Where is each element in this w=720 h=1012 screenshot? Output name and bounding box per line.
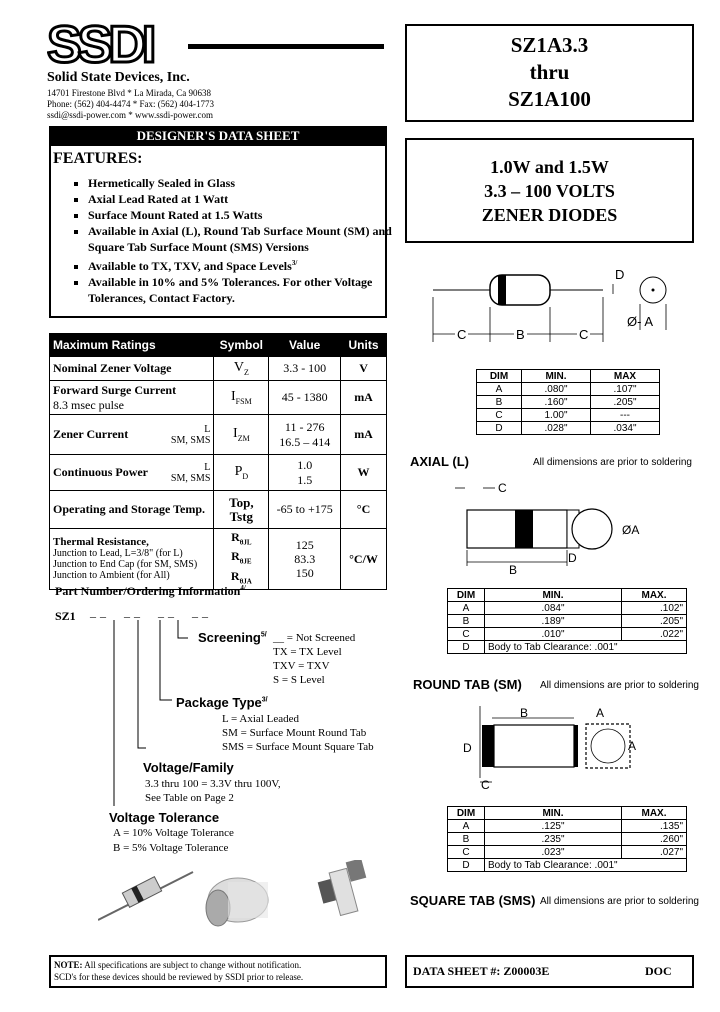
subtitle-line-2: 3.3 – 100 VOLTS [484, 181, 615, 201]
cell: .084" [485, 602, 622, 615]
ordering-heading [55, 584, 246, 599]
round-tab-dim-table [447, 588, 687, 654]
footer-note-label: NOTE: [54, 960, 83, 970]
cell: .235" [485, 833, 622, 846]
table-row [50, 455, 387, 491]
header-dim: DIM [448, 589, 485, 602]
subtitle-box [405, 138, 694, 243]
axial-dim-table [476, 369, 660, 435]
row-unit: mA [341, 381, 387, 415]
axial-label-c2: C [579, 327, 589, 342]
table-row [477, 422, 660, 435]
voltage-family-line: See Table on Page 2 [145, 792, 234, 804]
footer-note-box [49, 955, 387, 988]
square-tab-title: SQUARE TAB (SMS) [410, 893, 536, 908]
table-row [448, 641, 687, 654]
voltage-tolerance-label: Voltage Tolerance [109, 810, 220, 825]
logo-lettering: SSDI [47, 20, 153, 68]
table-header-row [477, 370, 660, 383]
axial-diode-photo [98, 872, 193, 920]
axial-label-c1: C [457, 327, 467, 342]
subtitle-line-3: ZENER DIODES [481, 205, 618, 225]
cell: C [448, 628, 485, 641]
square-label-d: D [463, 741, 472, 755]
package-options [222, 712, 374, 754]
row-sub: 8.3 msec pulse [53, 397, 124, 412]
subtitle-line-1: 1.0W and 1.5W [490, 157, 609, 177]
square-tab-photo [318, 860, 367, 916]
feature-item: ▪ Axial Lead Rated at 1 Watt [88, 191, 398, 207]
round-tab-drawing [455, 480, 625, 575]
cell: A [477, 383, 522, 396]
row-symbol: Top, Tstg [214, 491, 269, 529]
tolerance-option: B = 5% Voltage Tolerance [113, 842, 229, 854]
header-units: Units [341, 334, 387, 357]
row-unit: °C [341, 491, 387, 529]
square-label-c: C [481, 778, 490, 792]
axial-label-d: D [615, 267, 625, 282]
ordering-heading-text: Part Number/Ordering Information [55, 584, 241, 598]
header-dim: DIM [477, 370, 522, 383]
company-phone: Phone: (562) 404-4474 * Fax: (562) 404-1773 [47, 99, 214, 109]
cell: .080" [522, 383, 591, 396]
header-dim: DIM [448, 807, 485, 820]
table-row [448, 820, 687, 833]
cell: C [477, 409, 522, 422]
table-header-row [50, 334, 387, 357]
row-value: 1.0 1.5 [269, 455, 341, 491]
package-option: SMS = Surface Mount Square Tab [222, 741, 374, 753]
row-name: Continuous Power [50, 455, 165, 491]
cell: Body to Tab Clearance: .001" [485, 641, 687, 654]
package-option: L = Axial Leaded [222, 713, 299, 725]
row-name-cell [50, 381, 214, 415]
cell: .022" [622, 628, 687, 641]
cell: 1.00" [522, 409, 591, 422]
header-max: MAX [591, 370, 660, 383]
tolerance-option: A = 10% Voltage Tolerance [113, 827, 234, 839]
row-variants: L SM, SMS [164, 455, 214, 491]
table-row [50, 491, 387, 529]
axial-title: AXIAL (L) [410, 454, 469, 469]
row-name: Operating and Storage Temp. [50, 491, 214, 529]
footnote-mark: 3/ [291, 259, 298, 267]
table-row [477, 409, 660, 422]
cell: D [448, 641, 485, 654]
round-tab-title: ROUND TAB (SM) [413, 677, 522, 692]
cell: .010" [485, 628, 622, 641]
cell: B [448, 615, 485, 628]
axial-label-b: B [516, 327, 525, 342]
row-value: 3.3 - 100 [269, 357, 341, 381]
footer-note-line-1 [54, 959, 382, 971]
feature-item-text: Available to TX, TXV, and Space Levels [88, 259, 292, 273]
row-unit: V [341, 357, 387, 381]
features-heading: FEATURES: [53, 150, 143, 167]
cell: A [448, 820, 485, 833]
ordering-prefix: SZ1 [55, 609, 76, 623]
row-value: 45 - 1380 [269, 381, 341, 415]
feature-item: ▪ Available in 10% and 5% Tolerances. For other Voltage Tolerances, Contact Factory. [88, 274, 398, 306]
table-row [50, 415, 387, 455]
row-unit: W [341, 455, 387, 491]
row-name: Thermal Resistance, [53, 536, 149, 549]
screening-options [273, 631, 355, 687]
footer-note-text: All specifications are subject to change without notification. [84, 960, 302, 970]
axial-note: All dimensions are prior to soldering [533, 457, 692, 468]
footer-sheet-box [405, 955, 694, 988]
header-max-ratings: Maximum Ratings [50, 334, 214, 357]
cell: .205" [591, 396, 660, 409]
row-name: Forward Surge Current [53, 382, 177, 397]
part-title-line-3: SZ1A100 [508, 87, 591, 111]
cell: B [448, 833, 485, 846]
table-header-row [448, 807, 687, 820]
footnote-mark: 3/ [261, 696, 268, 704]
round-label-d: D [568, 551, 577, 565]
screening-option: S = S Level [273, 674, 325, 686]
cell: .023" [485, 846, 622, 859]
table-row [448, 859, 687, 872]
cell: --- [591, 409, 660, 422]
table-row [50, 529, 387, 590]
round-label-a: ØA [622, 523, 640, 537]
cell: .135" [622, 820, 687, 833]
cell: .028" [522, 422, 591, 435]
round-tab-note: All dimensions are prior to soldering [540, 680, 699, 691]
voltage-family-lines [145, 777, 281, 805]
part-title-line-2: thru [529, 60, 570, 84]
screening-label [198, 630, 267, 645]
screening-option: __ = Not Screened [273, 632, 356, 644]
row-unit: mA [341, 415, 387, 455]
voltage-family-line: 3.3 thru 100 = 3.3V thru 100V, [145, 778, 281, 790]
row-name: Nominal Zener Voltage [50, 357, 214, 381]
row-unit: °C/W [341, 529, 387, 590]
square-tab-note: All dimensions are prior to soldering [540, 896, 699, 907]
header-value: Value [269, 334, 341, 357]
part-title-line-1: SZ1A3.3 [510, 33, 589, 57]
package-photos [98, 860, 398, 930]
round-tab-photo [206, 878, 268, 926]
row-name-cell [50, 529, 214, 590]
square-tab-dim-table [447, 806, 687, 872]
voltage-family-label: Voltage/Family [143, 760, 234, 775]
cell: Body to Tab Clearance: .001" [485, 859, 687, 872]
square-label-a2: A [628, 739, 637, 753]
header-min: MIN. [485, 807, 622, 820]
part-title-box [405, 24, 694, 122]
company-name: Solid State Devices, Inc. [47, 70, 190, 85]
row-symbol: $R_{\theta JL}$ $R_{\theta JE}$ $R_{\theta JA}$ [214, 529, 269, 590]
cell: .102" [622, 602, 687, 615]
row-symbol: $V_Z$ [214, 357, 269, 381]
ordering-blanks: __ __ __ __ [90, 605, 212, 619]
screening-option: TX = TX Level [273, 646, 342, 658]
row-value: -65 to +175 [269, 491, 341, 529]
table-row [50, 357, 387, 381]
screening-label-text: Screening [198, 630, 261, 645]
cell: .260" [622, 833, 687, 846]
table-row [477, 383, 660, 396]
table-header-row [448, 589, 687, 602]
square-label-a1: A [596, 706, 605, 720]
data-sheet-number: DATA SHEET #: Z00003E [413, 964, 550, 978]
feature-item: ▪ Surface Mount Rated at 1.5 Watts [88, 207, 398, 223]
company-logo [47, 20, 182, 68]
row-value: 11 - 276 16.5 – 414 [269, 415, 341, 455]
max-ratings-table [49, 333, 387, 590]
axial-label-a: Ø- A [627, 314, 654, 329]
feature-item: ▪ Hermetically Sealed in Glass [88, 175, 398, 191]
footnote-mark: 5/ [260, 631, 267, 639]
table-row [448, 833, 687, 846]
company-address: 14701 Firestone Blvd * La Mirada, Ca 90638 [47, 88, 211, 98]
round-label-c: C [498, 481, 507, 495]
screening-option: TXV = TXV [273, 660, 330, 672]
header-min: MIN. [522, 370, 591, 383]
row-name: Zener Current [50, 415, 165, 455]
header-min: MIN. [485, 589, 622, 602]
designers-sheet-banner: DESIGNER'S DATA SHEET [49, 126, 387, 146]
row-symbol: $I_{FSM}$ [214, 381, 269, 415]
header-symbol: Symbol [214, 334, 269, 357]
table-row [448, 628, 687, 641]
cell: D [448, 859, 485, 872]
package-option: SM = Surface Mount Round Tab [222, 727, 367, 739]
table-row [477, 396, 660, 409]
table-row [448, 602, 687, 615]
cell: A [448, 602, 485, 615]
table-row [448, 846, 687, 859]
package-type-label-text: Package Type [176, 695, 262, 710]
row-symbol: $I_{ZM}$ [214, 415, 269, 455]
cell: .160" [522, 396, 591, 409]
feature-item [88, 255, 398, 274]
cell: .034" [591, 422, 660, 435]
round-label-b: B [509, 563, 518, 577]
feature-item: ▪ Available in Axial (L), Round Tab Surface Mount (SM) and Square Tab Surface Mount (SMS) Versions [88, 223, 398, 255]
cell: C [448, 846, 485, 859]
table-row [448, 615, 687, 628]
package-type-label [176, 695, 268, 710]
features-list [72, 175, 398, 306]
header-rule [188, 44, 384, 49]
cell: .027" [622, 846, 687, 859]
row-symbol: $P_D$ [214, 455, 269, 491]
company-web: ssdi@ssdi-power.com * www.ssdi-power.com [47, 110, 213, 120]
cell: B [477, 396, 522, 409]
header-max: MAX. [622, 589, 687, 602]
doc-label: DOC [645, 964, 672, 978]
header-max: MAX. [622, 807, 687, 820]
tolerance-options [113, 826, 234, 856]
footnote-mark: 4/ [240, 584, 246, 592]
cell: .189" [485, 615, 622, 628]
table-row [50, 381, 387, 415]
footer-note-line-2: SCD's for these devices should be reviewed by SSDI prior to release. [54, 972, 304, 982]
row-sub: Junction to Lead, L=3/8" (for L) Junction to End Cap (for SM, SMS) Junction to Ambient (for All) [53, 548, 198, 582]
cell: .107" [591, 383, 660, 396]
row-value: 125 83.3 150 [269, 529, 341, 590]
row-variants: L SM, SMS [164, 415, 214, 455]
square-label-b: B [520, 706, 529, 720]
cell: D [477, 422, 522, 435]
cell: .205" [622, 615, 687, 628]
cell: .125" [485, 820, 622, 833]
